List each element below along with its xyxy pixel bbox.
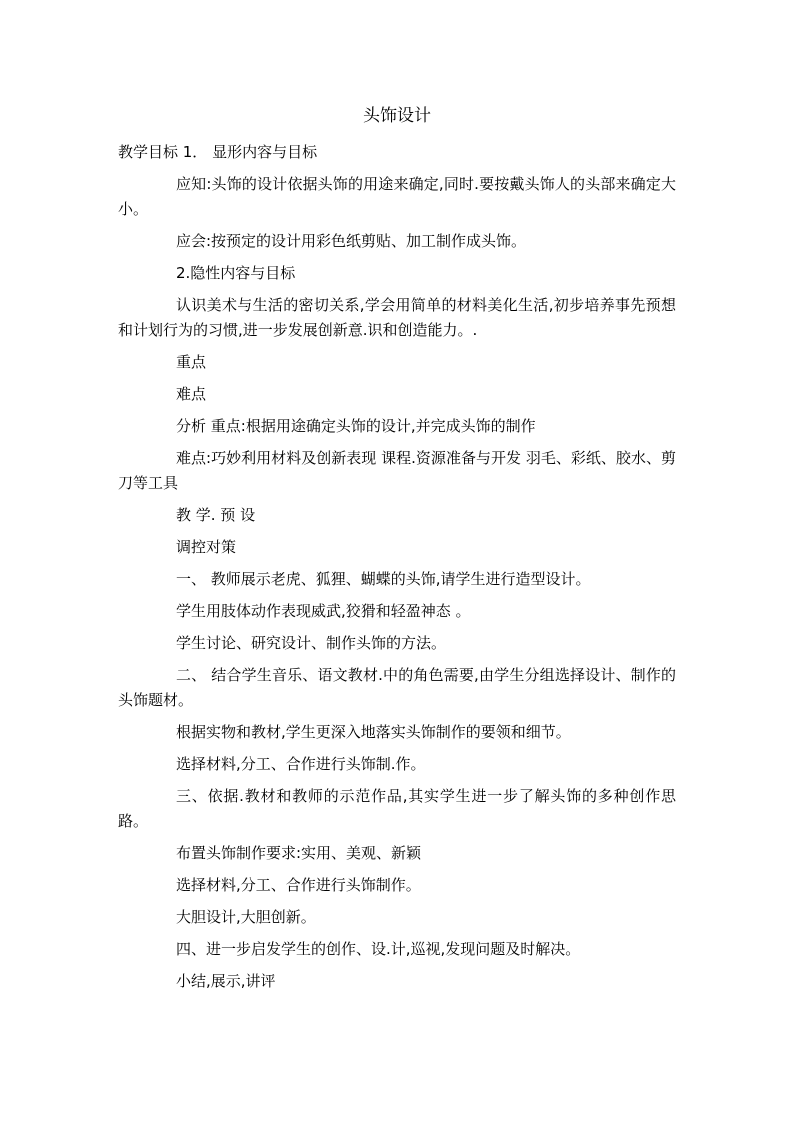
paragraph-know: 应知:头饰的设计依据头饰的用途来确定,同时.要按戴头饰人的头部来确定大小。 <box>118 175 676 218</box>
paragraph-step-two: 二、 结合学生音乐、语文教材.中的角色需要,由学生分组选择设计、制作的头饰题材。 <box>118 666 676 709</box>
paragraph-step-one: 一、 教师展示老虎、狐狸、蝴蝶的头饰,请学生进行造型设计。 <box>176 570 591 588</box>
paragraph-real-objects: 根据实物和教材,学生更深入地落实头饰制作的要领和细节。 <box>176 723 571 741</box>
paragraph-teaching-goals: 教学目标 1． 显形内容与目标 <box>118 143 318 161</box>
document-title: 头饰设计 <box>363 106 431 126</box>
paragraph-analysis: 分析 重点:根据用途确定头饰的设计,并完成头饰的制作 <box>176 417 536 435</box>
paragraph-difficult-point: 难点 <box>176 385 207 403</box>
paragraph-summary: 小结,展示,讲评 <box>176 972 276 990</box>
paragraph-teaching-preset: 教 学. 预 设 <box>176 506 256 524</box>
paragraph-body-action: 学生用肢体动作表现威武,狡猾和轻盈神态 。 <box>176 602 471 620</box>
document-body <box>118 140 676 1001</box>
paragraph-key-point: 重点 <box>176 353 207 371</box>
paragraph-bold-design: 大胆设计,大胆创新。 <box>176 908 316 926</box>
paragraph-implicit-goals: 2.隐性内容与目标 <box>176 264 296 282</box>
paragraph-step-three: 三、依据.教材和教师的示范作品,其实学生进一步了解头饰的多种创作思路。 <box>118 787 676 830</box>
paragraph-select-materials-b: 选择材料,分工、合作进行头饰制作。 <box>176 876 421 894</box>
paragraph-understanding: 认识美术与生活的密切关系,学会用简单的材料美化生活,初步培养事先预想和计划行为的习惯,进一步发展创新意.识和创造能力。. <box>118 296 676 339</box>
paragraph-difficulty-resources: 难点:巧妙利用材料及创新表现 课程.资源准备与开发 羽毛、彩纸、胶水、剪刀等工具 <box>118 449 676 492</box>
paragraph-able: 应会:按预定的设计用彩色纸剪贴、加工制作成头饰。 <box>176 232 527 250</box>
paragraph-requirements: 布置头饰制作要求:实用、美观、新颖 <box>176 844 422 862</box>
paragraph-select-materials-a: 选择材料,分工、合作进行头饰制.作。 <box>176 755 426 773</box>
paragraph-control-strategy: 调控对策 <box>176 538 237 556</box>
paragraph-discussion: 学生讨论、研究设计、制作头饰的方法。 <box>176 634 447 652</box>
paragraph-step-four: 四、进一步启发学生的创作、设.计,巡视,发现问题及时解决。 <box>176 940 581 958</box>
